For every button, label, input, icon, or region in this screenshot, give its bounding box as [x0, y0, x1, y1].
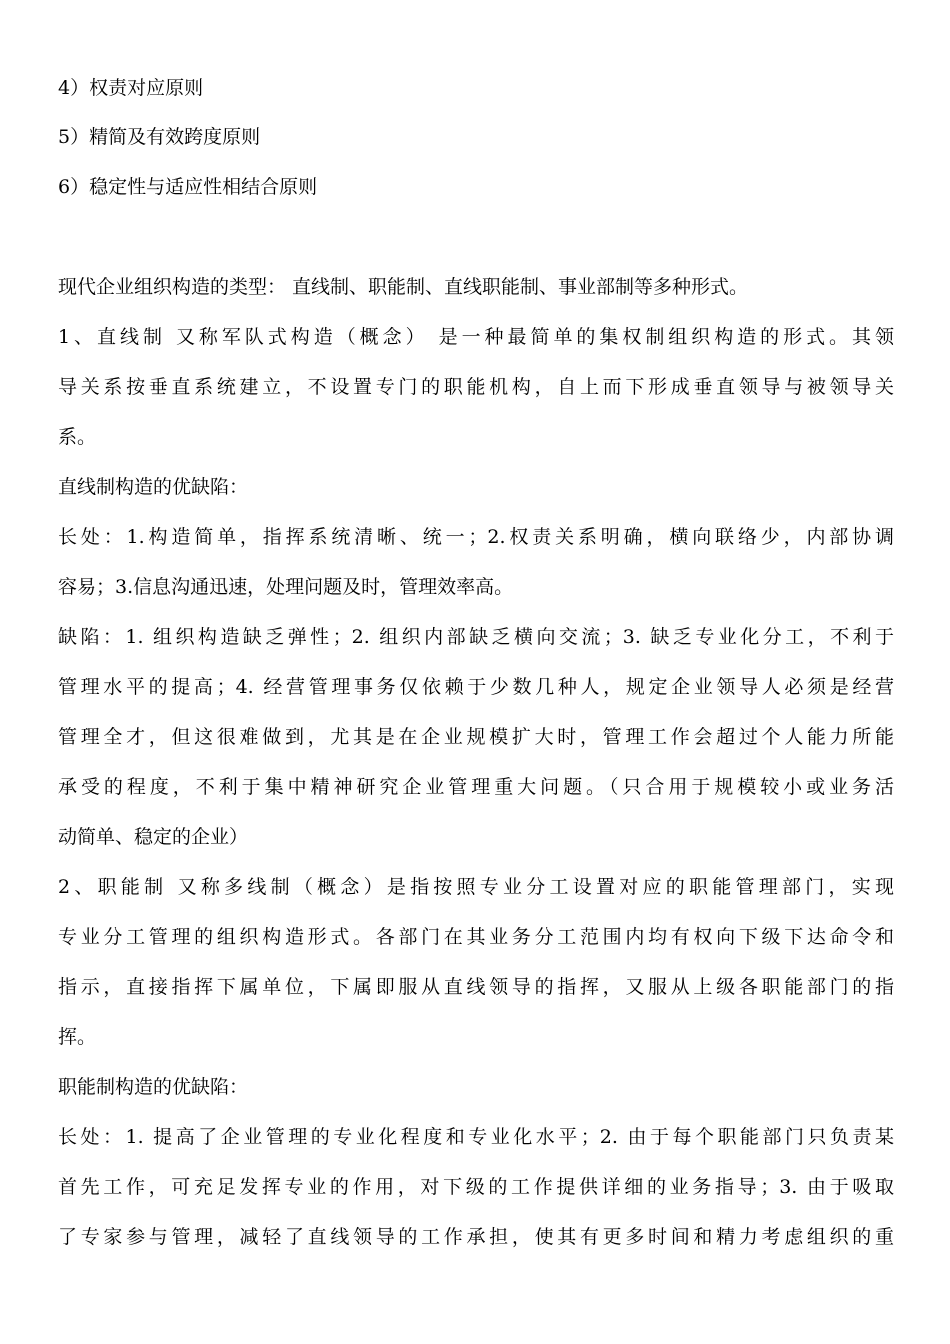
principle-6: 6）稳定性与适应性相结合原则 [58, 176, 318, 198]
paragraph-line: 导关系按垂直系统建立，不设置专门的职能机构，自上而下形成垂直领导与被领导关 [58, 376, 894, 398]
paragraph-line: 指示，直接指挥下属单位，下属即服从直线领导的指挥，又服从上级各职能部门的指 [58, 976, 894, 998]
paragraph-line: 管理水平的提高；4. 经营管理事务仅依赖于少数几种人，规定企业领导人必须是经营 [58, 676, 894, 698]
paragraph-line: 动简单、稳定的企业） [58, 826, 249, 848]
paragraph-line: 2、职能制 又称多线制（概念）是指按照专业分工设置对应的职能管理部门，实现 [58, 876, 894, 898]
principle-5: 5）精简及有效跨度原则 [58, 126, 261, 148]
paragraph-line: 容易；3.信息沟通迅速，处理问题及时，管理效率高。 [58, 576, 514, 598]
principle-4: 4）权责对应原则 [58, 77, 204, 99]
paragraph-line: 首先工作，可充足发挥专业的作用，对下级的工作提供详细的业务指导；3. 由于吸取 [58, 1176, 894, 1198]
paragraph-line: 1、直线制 又称军队式构造（概念） 是一种最简单的集权制组织构造的形式。其领 [58, 326, 894, 348]
paragraph-line: 挥。 [58, 1026, 97, 1048]
section-heading: 职能制构造的优缺陷： [58, 1076, 249, 1098]
paragraph-line: 缺陷：1. 组织构造缺乏弹性；2. 组织内部缺乏横向交流；3. 缺乏专业化分工，不利于 [58, 626, 894, 648]
section-heading: 直线制构造的优缺陷： [58, 476, 249, 498]
paragraph-line: 长处：1. 提高了企业管理的专业化程度和专业化水平；2. 由于每个职能部门只负责某 [58, 1126, 894, 1148]
paragraph-line: 专业分工管理的组织构造形式。各部门在其业务分工范围内均有权向下级下达命令和 [58, 926, 894, 948]
paragraph-line: 管理全才，但这很难做到，尤其是在企业规模扩大时，管理工作会超过个人能力所能 [58, 726, 894, 748]
paragraph-line: 承受的程度，不利于集中精神研究企业管理重大问题。（只合用于规模较小或业务活 [58, 776, 894, 798]
paragraph-line: 系。 [58, 426, 97, 448]
paragraph-line: 了专家参与管理，减轻了直线领导的工作承担，使其有更多时间和精力考虑组织的重 [58, 1226, 894, 1248]
org-types-line: 现代企业组织构造的类型： 直线制、职能制、直线职能制、事业部制等多种形式。 [58, 276, 749, 298]
paragraph-line: 长处：1.构造简单，指挥系统清晰、统一；2.权责关系明确，横向联络少，内部协调 [58, 526, 894, 548]
